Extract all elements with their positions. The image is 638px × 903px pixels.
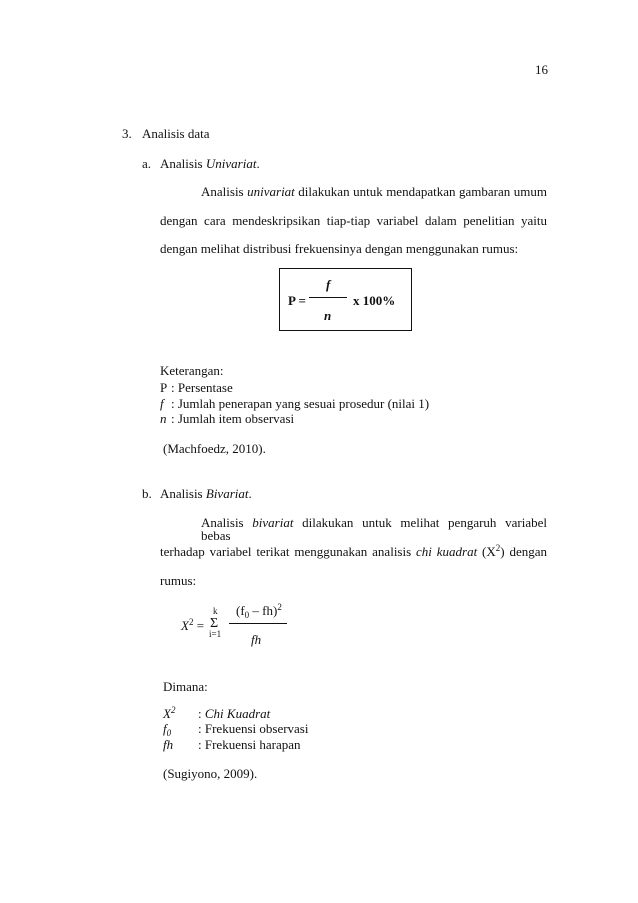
bivariat-para-line-2: terhadap variabel terikat menggunakan analisis chi kuadrat $(X^2)$ dengan <box>160 543 548 559</box>
legend-title-keterangan: Keterangan: <box>160 363 224 378</box>
formula-rhs: x 100% <box>353 293 396 308</box>
sigma-lower-limit: i=1 <box>209 629 222 639</box>
formula-numerator: f <box>326 277 331 292</box>
chi-formula-denominator: fh <box>251 632 262 647</box>
subsection-a-heading: Analisis Univariat. <box>160 156 260 171</box>
subsection-b-marker: b. <box>142 486 152 501</box>
page-number: 16 <box>535 62 548 77</box>
formula-lhs: P = <box>288 293 306 308</box>
citation-machfoedz: (Machfoedz, 2010). <box>163 441 266 456</box>
subsection-b-heading: Analisis Bivariat. <box>160 486 252 501</box>
chi-formula-lhs: $X^2$ = <box>181 617 205 633</box>
legend-desc-f0: : Frekuensi observasi <box>198 721 309 736</box>
univariat-para-line-1: Analisis univariat dilakukan untuk mendapatkan gambaran umum <box>201 184 547 199</box>
section-number: 3. <box>122 126 132 141</box>
legend-symbol-n: n <box>160 411 167 426</box>
citation-sugiyono: (Sugiyono, 2009). <box>163 766 258 781</box>
legend-desc-fh: : Frekuensi harapan <box>198 737 301 752</box>
percentage-formula-box <box>279 268 412 331</box>
chi-fraction-line <box>229 623 287 624</box>
legend-desc-f: : Jumlah penerapan yang sesuai prosedur (nilai 1) <box>171 396 430 411</box>
bivariat-para-line-3: rumus: <box>160 573 197 588</box>
legend-title-dimana: Dimana: <box>163 679 208 694</box>
sigma-symbol: Σ <box>210 616 219 631</box>
sigma-upper-limit: k <box>213 606 218 616</box>
legend-symbol-f: f <box>160 396 164 411</box>
legend-symbol-f0: $f_0$ <box>163 721 172 738</box>
univariat-para-line-3: dengan melihat distribusi frekuensinya dengan menggunakan rumus: <box>160 241 519 256</box>
legend-symbol-fh: fh <box>163 737 174 752</box>
bivariat-para-line-1: Analisis bivariat dilakukan untuk melihat pengaruh variabel bebas <box>201 515 547 543</box>
legend-symbol-p: P <box>160 380 168 395</box>
legend-desc-p: : Persentase <box>171 380 233 395</box>
formula-denominator: n <box>324 308 332 323</box>
legend-desc-n: : Jumlah item observasi <box>171 411 295 426</box>
legend-desc-x2-text: Chi Kuadrat <box>204 706 271 721</box>
legend-desc-x2: : Chi Kuadrat <box>198 706 271 721</box>
legend-symbol-x2: $X^2$ <box>163 705 176 721</box>
section-title: Analisis data <box>142 126 210 141</box>
fraction-line <box>309 297 347 298</box>
chi-formula-numerator: $(f_0 - fh)^2$ <box>236 602 282 620</box>
univariat-para-line-2: dengan cara mendeskripsikan tiap-tiap variabel dalam penelitian yaitu <box>160 213 547 228</box>
subsection-a-marker: a. <box>142 156 152 171</box>
